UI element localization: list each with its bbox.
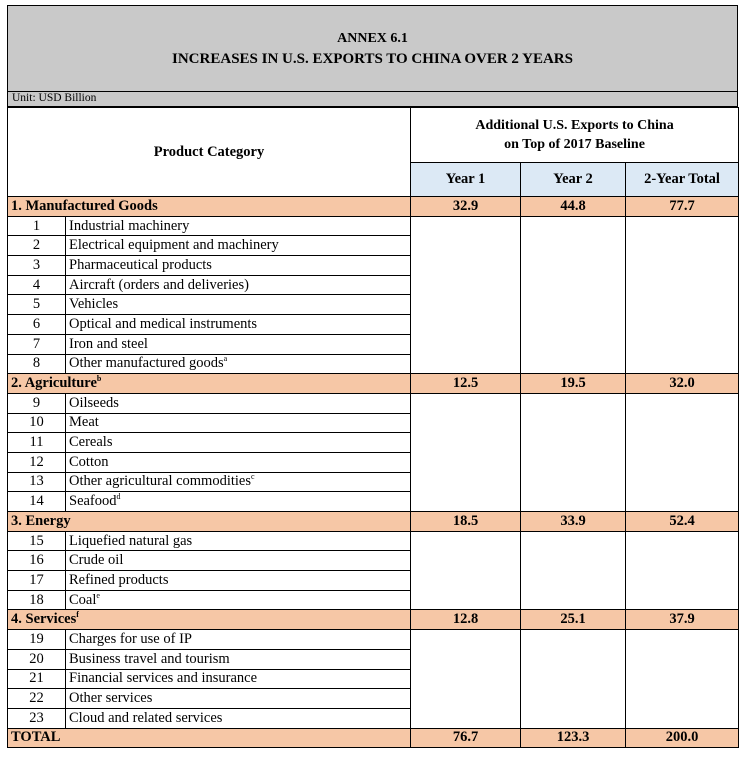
item-label <box>66 492 411 512</box>
section-total-value: 32.0 <box>626 374 739 394</box>
item-number: 6 <box>8 315 66 335</box>
footnote-marker: b <box>96 374 102 384</box>
item-number: 19 <box>8 630 66 650</box>
exports-table <box>7 107 739 748</box>
item-label-text: Pharmaceutical products <box>69 256 212 273</box>
empty-year2-cell <box>521 531 626 610</box>
item-number: 7 <box>8 334 66 354</box>
item-label <box>66 669 411 689</box>
item-label <box>66 295 411 315</box>
section-label <box>8 374 411 394</box>
section-total-value: 37.9 <box>626 610 739 630</box>
item-label-text: Coal <box>69 591 97 608</box>
item-label <box>66 393 411 413</box>
item-number: 1 <box>8 216 66 236</box>
item-label <box>66 216 411 236</box>
section-row <box>8 610 739 630</box>
item-label <box>66 433 411 453</box>
footnote-marker: f <box>76 610 79 620</box>
total-year1-value: 76.7 <box>411 728 521 748</box>
unit-label: Unit: USD Billion <box>7 92 738 107</box>
footnote-marker: a <box>223 354 228 364</box>
item-label-text: Charges for use of IP <box>69 630 192 647</box>
table-row <box>8 531 739 551</box>
section-year1-value: 12.8 <box>411 610 521 630</box>
section-row <box>8 374 739 394</box>
item-number: 4 <box>8 275 66 295</box>
item-label-text: Meat <box>69 414 99 431</box>
item-label-text: Crude oil <box>69 552 124 569</box>
item-number: 12 <box>8 452 66 472</box>
item-number: 9 <box>8 393 66 413</box>
section-label-text: 2. Agriculture <box>11 375 97 392</box>
item-label-text: Other services <box>69 690 153 707</box>
section-total-value: 77.7 <box>626 197 739 217</box>
item-label-text: Seafood <box>69 493 117 510</box>
empty-total-cell <box>626 531 739 610</box>
additional-exports-line2: on Top of 2017 Baseline <box>504 137 645 152</box>
section-label <box>8 512 411 532</box>
table-row <box>8 630 739 650</box>
item-label-text: Industrial machinery <box>69 217 190 234</box>
total-header: 2-Year Total <box>626 163 739 197</box>
item-label <box>66 315 411 335</box>
item-label <box>66 708 411 728</box>
item-number: 3 <box>8 256 66 276</box>
empty-year2-cell <box>521 216 626 374</box>
item-label-text: Financial services and insurance <box>69 670 258 687</box>
item-number: 21 <box>8 669 66 689</box>
annex-document <box>7 5 738 748</box>
item-label-text: Other agricultural commodities <box>69 473 252 490</box>
item-number: 2 <box>8 236 66 256</box>
total-year2-value: 123.3 <box>521 728 626 748</box>
section-year2-value: 19.5 <box>521 374 626 394</box>
item-label-text: Iron and steel <box>69 335 148 352</box>
item-label <box>66 452 411 472</box>
section-label <box>8 610 411 630</box>
empty-year1-cell <box>411 393 521 511</box>
item-number: 14 <box>8 492 66 512</box>
item-number: 8 <box>8 354 66 374</box>
item-label-text: Oilseeds <box>69 394 119 411</box>
item-label <box>66 649 411 669</box>
item-number: 16 <box>8 551 66 571</box>
item-label <box>66 551 411 571</box>
footnote-marker: e <box>96 590 100 600</box>
product-category-header: Product Category <box>8 108 411 197</box>
item-label-text: Cotton <box>69 453 109 470</box>
item-label-text: Business travel and tourism <box>69 650 230 667</box>
item-label <box>66 413 411 433</box>
item-number: 17 <box>8 571 66 591</box>
item-label <box>66 275 411 295</box>
year1-header: Year 1 <box>411 163 521 197</box>
item-label-text: Cloud and related services <box>69 709 223 726</box>
total-total-value: 200.0 <box>626 728 739 748</box>
item-label-text: Electrical equipment and machinery <box>69 237 279 254</box>
item-label-text: Liquefied natural gas <box>69 532 193 549</box>
empty-year2-cell <box>521 630 626 728</box>
item-label <box>66 472 411 492</box>
total-row <box>8 728 739 748</box>
item-label-text: Optical and medical instruments <box>69 315 258 332</box>
section-year1-value: 18.5 <box>411 512 521 532</box>
item-label <box>66 590 411 610</box>
footnote-marker: d <box>116 492 121 502</box>
section-label-text: 1. Manufactured Goods <box>11 197 158 214</box>
item-number: 13 <box>8 472 66 492</box>
empty-year2-cell <box>521 393 626 511</box>
item-number: 10 <box>8 413 66 433</box>
empty-year1-cell <box>411 630 521 728</box>
empty-year1-cell <box>411 531 521 610</box>
item-label <box>66 689 411 709</box>
item-label-text: Aircraft (orders and deliveries) <box>69 276 249 293</box>
item-label-text: Refined products <box>69 571 169 588</box>
year2-header: Year 2 <box>521 163 626 197</box>
section-year1-value: 12.5 <box>411 374 521 394</box>
item-number: 5 <box>8 295 66 315</box>
section-label-text: 3. Energy <box>11 512 71 529</box>
table-title: INCREASES IN U.S. EXPORTS TO CHINA OVER 2 YEARS <box>172 50 573 67</box>
footnote-marker: c <box>251 472 255 482</box>
total-label: TOTAL <box>8 728 411 748</box>
section-year2-value: 25.1 <box>521 610 626 630</box>
empty-total-cell <box>626 630 739 728</box>
item-label-text: Other manufactured goods <box>69 355 224 372</box>
item-label <box>66 531 411 551</box>
section-total-value: 52.4 <box>626 512 739 532</box>
item-label <box>66 354 411 374</box>
item-number: 15 <box>8 531 66 551</box>
item-number: 11 <box>8 433 66 453</box>
empty-total-cell <box>626 393 739 511</box>
item-label-text: Vehicles <box>69 296 119 313</box>
title-banner <box>7 5 738 92</box>
item-label <box>66 571 411 591</box>
additional-exports-line1: Additional U.S. Exports to China <box>475 118 674 133</box>
additional-exports-header <box>411 108 739 163</box>
item-label <box>66 630 411 650</box>
empty-total-cell <box>626 216 739 374</box>
table-row <box>8 216 739 236</box>
exports-table-body <box>8 108 739 748</box>
item-number: 18 <box>8 590 66 610</box>
section-year1-value: 32.9 <box>411 197 521 217</box>
item-number: 22 <box>8 689 66 709</box>
section-label-text: 4. Services <box>11 611 77 628</box>
annex-number: ANNEX 6.1 <box>337 30 408 46</box>
item-label-text: Cereals <box>69 434 113 451</box>
section-year2-value: 33.9 <box>521 512 626 532</box>
section-row <box>8 512 739 532</box>
item-number: 20 <box>8 649 66 669</box>
section-row <box>8 197 739 217</box>
section-year2-value: 44.8 <box>521 197 626 217</box>
section-label <box>8 197 411 217</box>
item-number: 23 <box>8 708 66 728</box>
table-row <box>8 393 739 413</box>
item-label <box>66 256 411 276</box>
item-label <box>66 236 411 256</box>
item-label <box>66 334 411 354</box>
empty-year1-cell <box>411 216 521 374</box>
